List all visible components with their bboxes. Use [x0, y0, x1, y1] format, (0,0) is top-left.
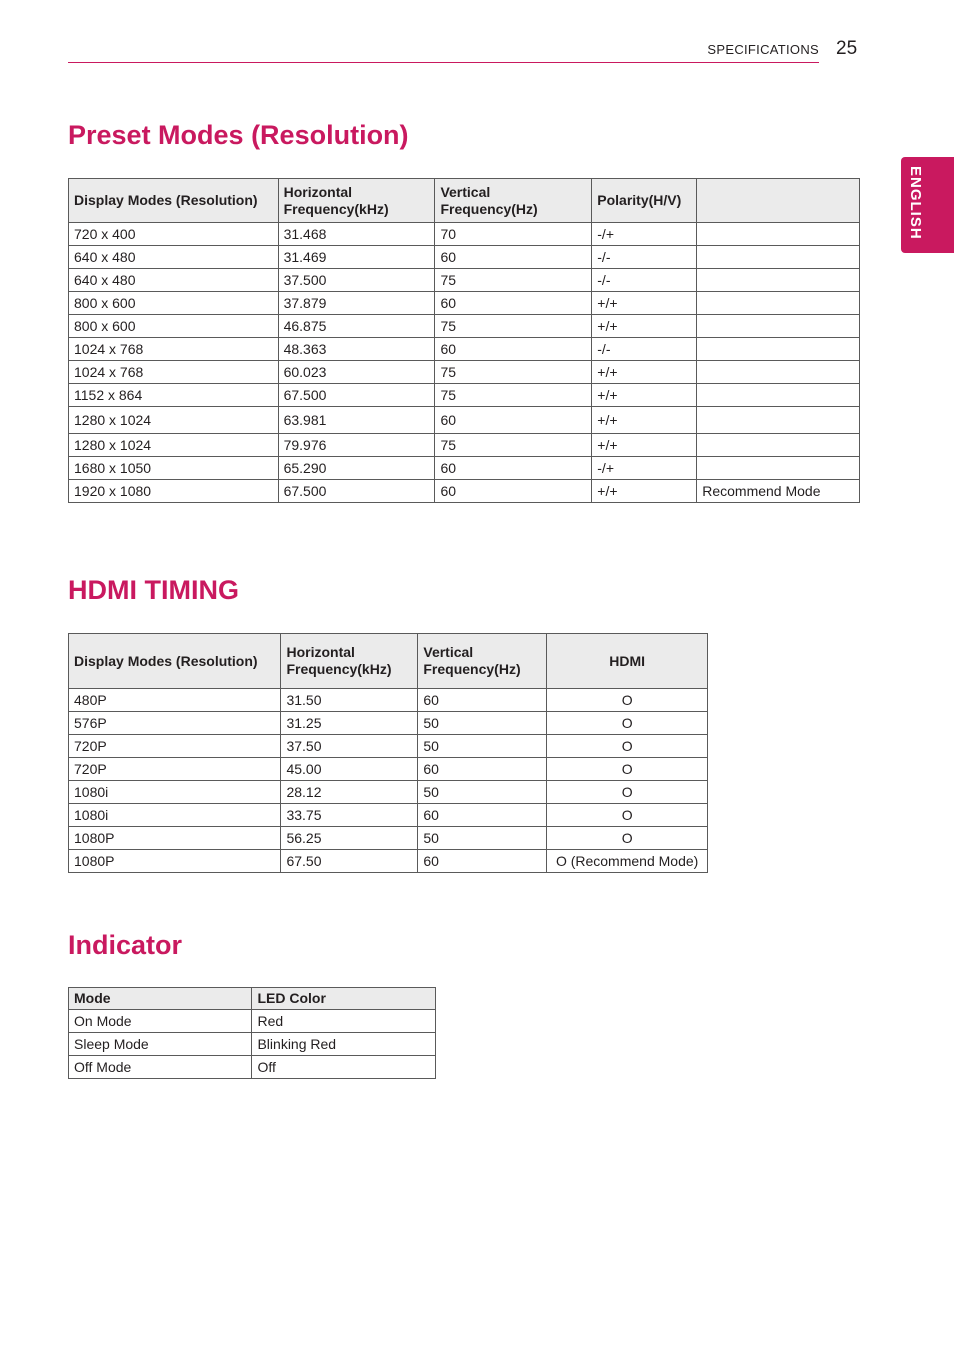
column-header: Display Modes (Resolution) — [69, 179, 279, 223]
table-cell: 1024 x 768 — [69, 338, 279, 361]
table-row — [69, 246, 860, 269]
table-cell: 60 — [435, 457, 592, 480]
table-cell: -/+ — [592, 457, 697, 480]
table-cell: 576P — [69, 712, 281, 735]
table-cell: 50 — [418, 735, 547, 758]
table-cell — [697, 434, 860, 457]
table-cell: +/+ — [592, 407, 697, 434]
table-cell: 50 — [418, 781, 547, 804]
table-cell: 640 x 480 — [69, 269, 279, 292]
table-cell: 67.500 — [278, 384, 435, 407]
table-cell: 79.976 — [278, 434, 435, 457]
header-row — [69, 179, 860, 223]
table-cell: +/+ — [592, 315, 697, 338]
table-cell: Red — [252, 1010, 436, 1033]
table-cell: 720P — [69, 735, 281, 758]
column-header: Horizontal Frequency(kHz) — [278, 179, 435, 223]
table-cell: O — [547, 735, 708, 758]
table-cell: 33.75 — [281, 804, 418, 827]
table-cell: O — [547, 804, 708, 827]
table-cell: 60.023 — [278, 361, 435, 384]
table-cell: 60 — [435, 407, 592, 434]
table-row — [69, 827, 708, 850]
table-cell: O — [547, 712, 708, 735]
preset-modes-title: Preset Modes (Resolution) — [68, 120, 409, 150]
column-header: HDMI — [547, 634, 708, 689]
section-label: SPECIFICATIONS — [707, 42, 819, 57]
table-cell: 31.468 — [278, 223, 435, 246]
table-cell: -/- — [592, 269, 697, 292]
table-cell: 1080P — [69, 850, 281, 873]
table-cell: O — [547, 758, 708, 781]
table-cell: 1080P — [69, 827, 281, 850]
table-cell — [697, 361, 860, 384]
table-cell: 1080i — [69, 781, 281, 804]
table-row — [69, 1010, 436, 1033]
table-cell: O (Recommend Mode) — [547, 850, 708, 873]
indicator-table — [68, 987, 436, 1079]
table-row — [69, 1033, 436, 1056]
table-cell — [697, 315, 860, 338]
column-header: LED Color — [252, 988, 436, 1010]
table-cell: 75 — [435, 434, 592, 457]
table-row — [69, 480, 860, 503]
table-cell: Blinking Red — [252, 1033, 436, 1056]
table-row — [69, 407, 860, 434]
page-number: 25 — [836, 38, 858, 59]
table-cell: +/+ — [592, 384, 697, 407]
table-cell — [697, 407, 860, 434]
table-row — [69, 269, 860, 292]
table-row — [69, 315, 860, 338]
table-cell — [697, 292, 860, 315]
table-cell — [697, 457, 860, 480]
table-cell: 37.500 — [278, 269, 435, 292]
table-cell: 31.25 — [281, 712, 418, 735]
table-cell: +/+ — [592, 434, 697, 457]
table-row — [69, 758, 708, 781]
header-row — [69, 988, 436, 1010]
table-cell: 60 — [435, 246, 592, 269]
column-header: Polarity(H/V) — [592, 179, 697, 223]
table-cell: 46.875 — [278, 315, 435, 338]
column-header: Mode — [69, 988, 252, 1010]
table-cell: 800 x 600 — [69, 315, 279, 338]
table-cell: 75 — [435, 384, 592, 407]
table-cell: 56.25 — [281, 827, 418, 850]
table-row — [69, 850, 708, 873]
table-cell: 60 — [435, 480, 592, 503]
table-row — [69, 781, 708, 804]
table-cell: 1152 x 864 — [69, 384, 279, 407]
table-cell: +/+ — [592, 361, 697, 384]
table-cell — [697, 223, 860, 246]
table-cell: 37.879 — [278, 292, 435, 315]
table-cell: 1024 x 768 — [69, 361, 279, 384]
table-cell: 480P — [69, 689, 281, 712]
table-row — [69, 292, 860, 315]
table-cell: 640 x 480 — [69, 246, 279, 269]
table-cell: 60 — [418, 804, 547, 827]
table-row — [69, 338, 860, 361]
table-row — [69, 689, 708, 712]
table-cell: 1280 x 1024 — [69, 407, 279, 434]
table-cell: 28.12 — [281, 781, 418, 804]
table-cell: 800 x 600 — [69, 292, 279, 315]
table-row — [69, 1056, 436, 1079]
table-cell: 60 — [435, 292, 592, 315]
table-row — [69, 804, 708, 827]
table-row — [69, 434, 860, 457]
table-cell: 67.500 — [278, 480, 435, 503]
table-cell: 48.363 — [278, 338, 435, 361]
column-header: Horizontal Frequency(kHz) — [281, 634, 418, 689]
table-cell: 60 — [418, 758, 547, 781]
table-cell: Recommend Mode — [697, 480, 860, 503]
preset-modes-table — [68, 178, 860, 503]
table-cell: 63.981 — [278, 407, 435, 434]
table-cell: 65.290 — [278, 457, 435, 480]
table-cell: 50 — [418, 827, 547, 850]
table-cell: -/- — [592, 246, 697, 269]
table-cell — [697, 384, 860, 407]
table-cell: 60 — [418, 689, 547, 712]
table-cell: 1280 x 1024 — [69, 434, 279, 457]
table-cell: 1920 x 1080 — [69, 480, 279, 503]
table-cell: -/+ — [592, 223, 697, 246]
table-cell: O — [547, 781, 708, 804]
header-row — [69, 634, 708, 689]
table-row — [69, 361, 860, 384]
table-cell: O — [547, 689, 708, 712]
table-cell: 45.00 — [281, 758, 418, 781]
table-cell: 1080i — [69, 804, 281, 827]
table-row — [69, 223, 860, 246]
column-header: Vertical Frequency(Hz) — [418, 634, 547, 689]
table-cell: Sleep Mode — [69, 1033, 252, 1056]
table-cell: O — [547, 827, 708, 850]
table-cell: 720 x 400 — [69, 223, 279, 246]
table-cell — [697, 338, 860, 361]
table-cell: -/- — [592, 338, 697, 361]
hdmi-timing-table — [68, 633, 708, 873]
column-header: Vertical Frequency(Hz) — [435, 179, 592, 223]
table-cell: 1680 x 1050 — [69, 457, 279, 480]
table-cell: +/+ — [592, 480, 697, 503]
header-rule — [68, 62, 819, 63]
table-cell — [697, 246, 860, 269]
table-cell: 75 — [435, 315, 592, 338]
table-cell: 720P — [69, 758, 281, 781]
language-tab-label: ENGLISH — [907, 166, 924, 240]
table-cell: 31.469 — [278, 246, 435, 269]
table-cell: 70 — [435, 223, 592, 246]
table-cell: 37.50 — [281, 735, 418, 758]
table-row — [69, 712, 708, 735]
indicator-title: Indicator — [68, 930, 183, 960]
column-header: Display Modes (Resolution) — [69, 634, 281, 689]
table-cell — [697, 269, 860, 292]
table-row — [69, 457, 860, 480]
table-cell: Off Mode — [69, 1056, 252, 1079]
table-cell: On Mode — [69, 1010, 252, 1033]
table-cell: +/+ — [592, 292, 697, 315]
table-row — [69, 384, 860, 407]
hdmi-timing-title: HDMI TIMING — [68, 575, 239, 605]
table-cell: 50 — [418, 712, 547, 735]
table-cell: 75 — [435, 361, 592, 384]
table-row — [69, 735, 708, 758]
table-cell: 67.50 — [281, 850, 418, 873]
table-cell: 31.50 — [281, 689, 418, 712]
table-cell: 75 — [435, 269, 592, 292]
table-cell: 60 — [418, 850, 547, 873]
column-header — [697, 179, 860, 223]
table-cell: Off — [252, 1056, 436, 1079]
table-cell: 60 — [435, 338, 592, 361]
